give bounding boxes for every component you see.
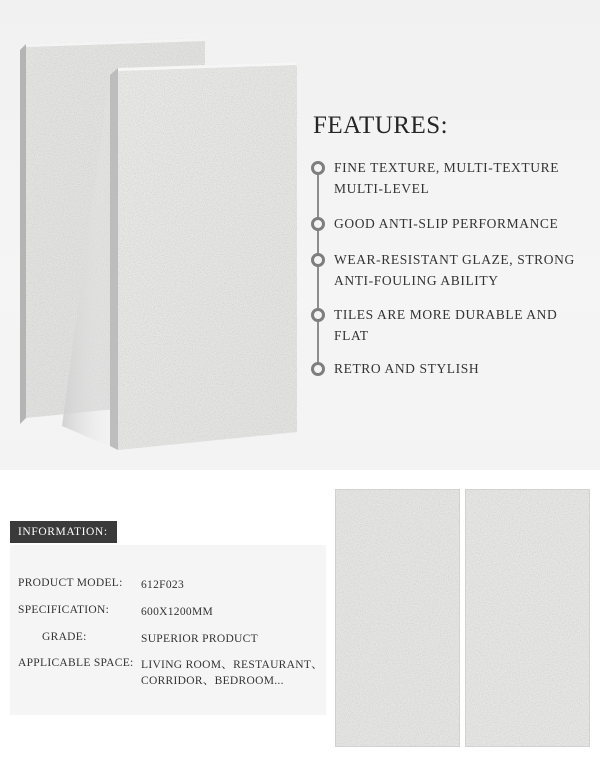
info-label: APPLICABLE SPACE: bbox=[18, 657, 134, 669]
feature-line: GOOD ANTI-SLIP PERFORMANCE bbox=[334, 216, 559, 231]
feature-line: FINE TEXTURE, MULTI-TEXTURE bbox=[334, 160, 560, 175]
feature-item bbox=[310, 157, 595, 199]
feature-list bbox=[310, 155, 600, 385]
feature-line: ANTI-FOULING ABILITY bbox=[334, 273, 499, 288]
ring-bullet-icon bbox=[311, 161, 325, 175]
feature-line: MULTI-LEVEL bbox=[334, 181, 430, 196]
feature-item bbox=[310, 213, 595, 234]
feature-line: RETRO AND STYLISH bbox=[334, 361, 480, 376]
ring-bullet-icon bbox=[311, 253, 325, 267]
tile-product-image bbox=[0, 0, 310, 470]
ring-bullet-icon bbox=[311, 308, 325, 322]
info-label: PRODUCT MODEL: bbox=[18, 577, 123, 589]
information-tag: INFORMATION: bbox=[10, 521, 117, 543]
flat-tile-right bbox=[465, 489, 590, 747]
feature-line: FLAT bbox=[334, 328, 369, 343]
info-value: SUPERIOR PRODUCT bbox=[141, 633, 258, 645]
features-title: FEATURES: bbox=[313, 112, 449, 139]
feature-item bbox=[310, 249, 595, 291]
flat-tile-left bbox=[335, 489, 460, 747]
info-value: CORRIDOR、BEDROOM... bbox=[141, 675, 284, 687]
info-value: LIVING ROOM、RESTAURANT、 bbox=[141, 659, 323, 671]
info-value: 612F023 bbox=[141, 579, 184, 591]
info-label: SPECIFICATION: bbox=[18, 604, 110, 616]
feature-line: TILES ARE MORE DURABLE AND bbox=[334, 307, 558, 322]
back-tile-edge bbox=[20, 44, 26, 424]
ring-bullet-icon bbox=[311, 217, 325, 231]
feature-item bbox=[310, 304, 595, 346]
ring-bullet-icon bbox=[311, 362, 325, 376]
info-label: GRADE: bbox=[42, 631, 87, 643]
front-tile-edge bbox=[110, 68, 118, 450]
feature-item bbox=[310, 358, 595, 379]
feature-line: WEAR-RESISTANT GLAZE, STRONG bbox=[334, 252, 575, 267]
info-value: 600X1200MM bbox=[141, 606, 214, 618]
